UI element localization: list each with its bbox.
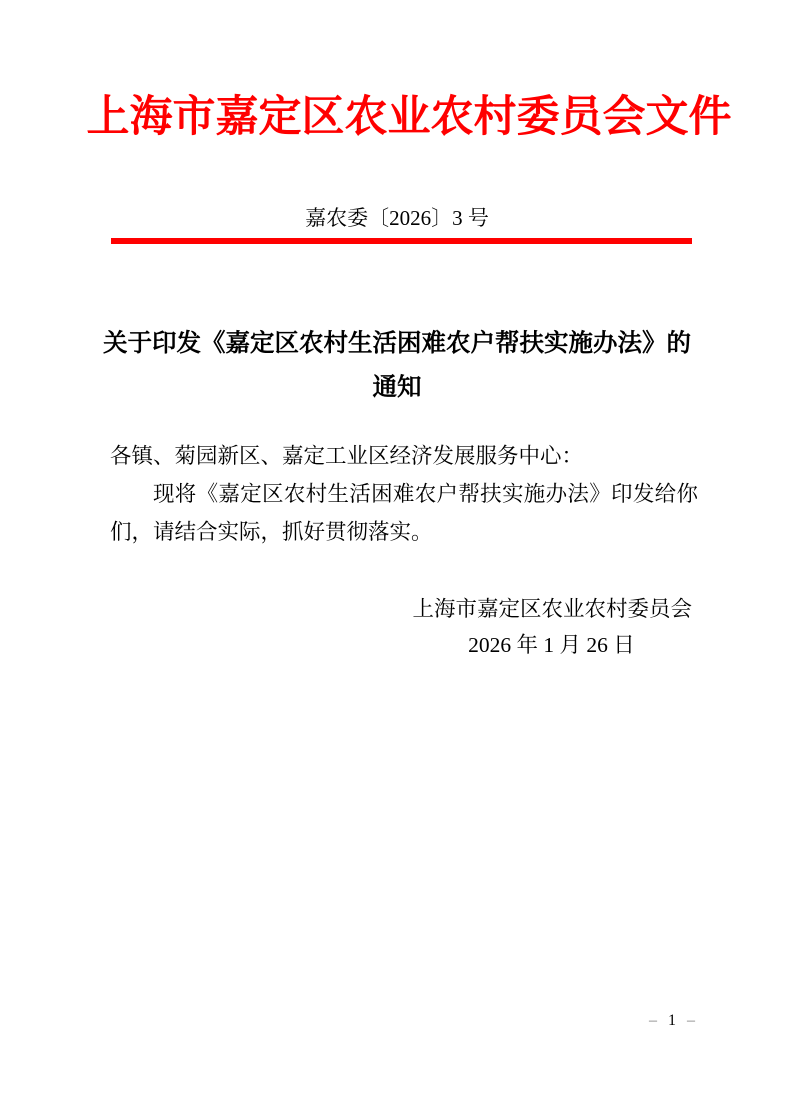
notice-title-line-2: 通知 xyxy=(372,374,422,401)
issue-date: 2026 年 1 月 26 日 xyxy=(468,633,635,657)
page-number-dash-left: – xyxy=(649,1012,657,1029)
page-number-value: 1 xyxy=(668,1012,676,1029)
issuing-organization: 上海市嘉定区农业农村委员会 xyxy=(412,597,692,621)
notice-title xyxy=(0,322,794,410)
letterhead-title: 上海市嘉定区农业农村委员会文件 xyxy=(86,94,732,141)
salutation: 各镇、菊园新区、嘉定工业区经济发展服务中心： xyxy=(110,444,584,468)
document-body xyxy=(110,437,698,551)
body-paragraph: 现将《嘉定区农村生活困难农户帮扶实施办法》印发给你们，请结合实际，抓好贯彻落实。 xyxy=(110,482,698,544)
page-number-dash-right: – xyxy=(687,1012,695,1029)
page-number xyxy=(649,1012,695,1030)
signoff-block xyxy=(411,591,692,663)
separator-line xyxy=(111,238,692,244)
notice-title-line-1: 关于印发《嘉定区农村生活困难农户帮扶实施办法》的 xyxy=(103,330,691,357)
document-number: 嘉农委〔2026〕3 号 xyxy=(305,206,489,230)
